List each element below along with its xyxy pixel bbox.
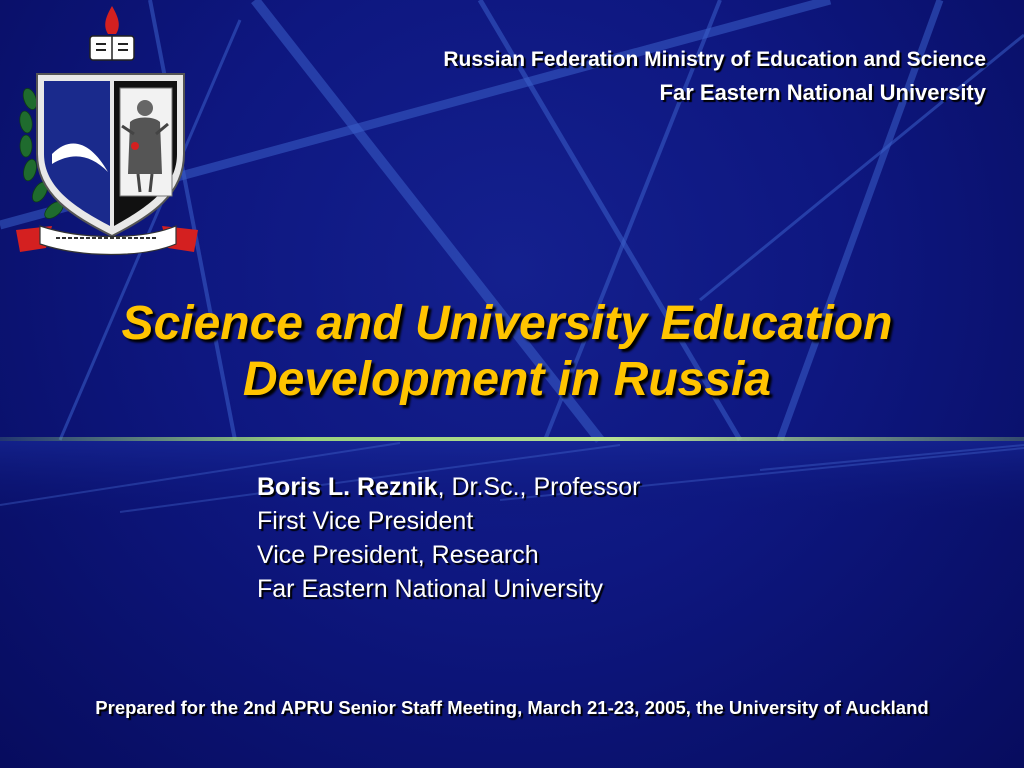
footer-note: Prepared for the 2nd APRU Senior Staff Meeting, March 21-23, 2005, the University of Auckland bbox=[95, 697, 929, 718]
author-line bbox=[257, 470, 640, 504]
author-affiliation: Far Eastern National University bbox=[257, 575, 603, 603]
title-line-1: Science and University Education bbox=[121, 297, 893, 350]
author-credentials: , Dr.Sc., Professor bbox=[437, 473, 641, 501]
author-position-2: Vice President, Research bbox=[257, 541, 539, 569]
university-crest-icon bbox=[12, 4, 202, 266]
author-block bbox=[257, 470, 640, 606]
title-line-2: Development in Russia bbox=[242, 353, 772, 406]
slide-title bbox=[0, 296, 1014, 408]
author-position-1: First Vice President bbox=[257, 507, 474, 535]
divider bbox=[0, 437, 1024, 441]
ministry-heading: Russian Federation Ministry of Education and Science bbox=[443, 48, 986, 71]
university-heading: Far Eastern National University bbox=[659, 80, 986, 105]
author-name: Boris L. Reznik bbox=[257, 473, 438, 501]
